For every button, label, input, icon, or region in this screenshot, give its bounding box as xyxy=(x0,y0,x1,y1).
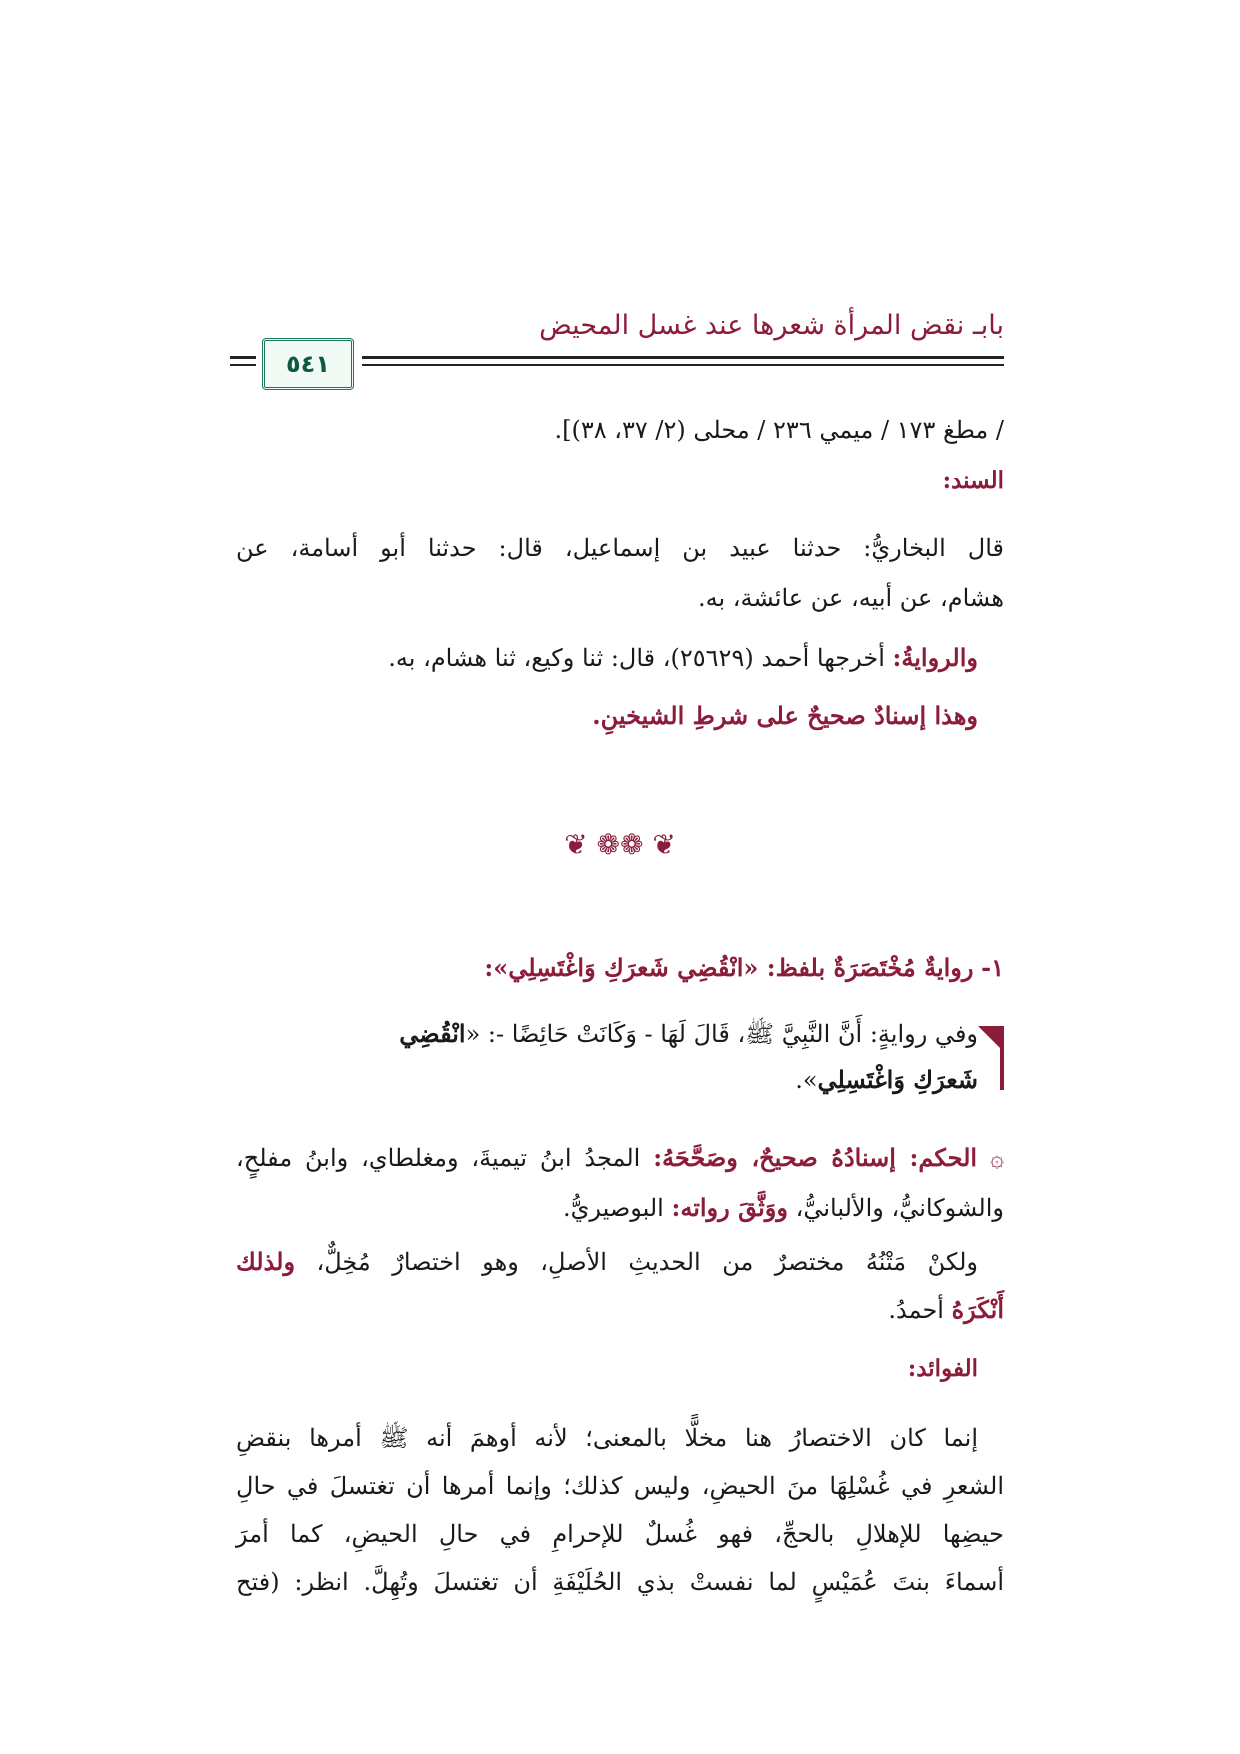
page-number: ٥٤١ xyxy=(286,350,330,378)
fawaid-heading: الفوائد: xyxy=(907,1355,978,1382)
section-title: روايةٌ مُخْتَصَرَةٌ بلفظ: «انْقُضِي شَعرَكِ وَاغْتَسِلِي»: xyxy=(484,953,974,982)
sanad-line-2: هشام، عن أبيه، عن عائشة، به. xyxy=(697,584,1004,612)
sanad-heading: السند: xyxy=(942,467,1004,494)
isnad-statement: وهذا إسنادٌ صحيحٌ على شرطِ الشيخينِ. xyxy=(592,701,978,730)
hadith-line-1 xyxy=(236,1016,978,1052)
fawaid-line-4: أسماءَ بنتَ عُمَيْسٍ لما نفستْ بذي الحُلَيْفَةِ أن تغتسلَ وتُهِلَّ. انظر: (فتح xyxy=(236,1568,1004,1596)
riwaya-label: والروايةُ: xyxy=(892,643,978,672)
hukm-bullet-icon: ۞ xyxy=(989,1144,1005,1172)
hukm-text-2a: والشوكانيُّ، والألبانيُّ، xyxy=(787,1194,1004,1222)
hukm-text-2b: البوصيريُّ. xyxy=(562,1194,672,1222)
running-title: بابـ نقض المرأة شعرها عند غسل المحيض xyxy=(539,310,1004,341)
hukm-line2-label: ووَثَّقَ رواته: xyxy=(671,1193,788,1222)
section-title-line xyxy=(236,950,1004,986)
reference-line: / مطغ ١٧٣ / ميمي ٢٣٦ / محلى (٢/ ٣٧، ٣٨)]. xyxy=(554,416,1004,444)
fawaid-line-2: الشعرِ في غُسْلِهَا منَ الحيضِ، وليس كذلك؛ وإنما أمرها أن تغتسلَ في حالِ xyxy=(236,1472,1004,1500)
riwaya-text: أخرجها أحمد (٢٥٦٢٩)، قال: ثنا وكيع، ثنا هشام، به. xyxy=(388,644,893,672)
header-rule-right-thin xyxy=(362,364,1004,366)
matn-text-1b: ولذلك xyxy=(236,1247,296,1276)
matn-line-2 xyxy=(236,1292,1004,1328)
matn-text-1a: ولكنْ مَتْنُهُ مختصرٌ من الحديثِ الأصلِ، وهو اختصارٌ مُخِلٌّ، xyxy=(295,1248,978,1276)
hadith-text-1b: انْقُضِي xyxy=(399,1019,466,1048)
hukm-label: الحكم: إسنادُهُ صحيحٌ، وصَحَّحَهُ: xyxy=(653,1143,978,1172)
section-divider-ornament: ❦ ❁❁ ❦ xyxy=(564,828,676,861)
header-rule-left xyxy=(230,356,256,359)
hadith-line-2 xyxy=(236,1062,978,1098)
sanad-line-1: قال البخاريُّ: حدثنا عبيد بن إسماعيل، قال: حدثنا أبو أسامة، عن xyxy=(236,534,1004,562)
header-rule-left-thin xyxy=(230,364,256,366)
hadith-text-2b: ». xyxy=(795,1066,818,1094)
hadith-text-2a: شَعرَكِ وَاغْتَسِلِي xyxy=(817,1065,978,1094)
matn-text-2a: أَنْكَرَهُ xyxy=(951,1295,1004,1324)
hadith-side-bar xyxy=(1000,1026,1004,1090)
section-number: ١- xyxy=(981,953,1004,982)
hukm-line-2 xyxy=(236,1190,1004,1226)
page-number-badge xyxy=(262,338,354,390)
hukm-text: المجدُ ابنُ تيميةَ، ومغلطاي، وابنُ مفلحٍ، xyxy=(236,1144,654,1172)
matn-line-1 xyxy=(236,1244,978,1280)
fawaid-line-1: إنما كان الاختصارُ هنا مخلًّا بالمعنى؛ لأنه أوهمَ أنه ﷺ أمرها بنقضِ xyxy=(236,1424,978,1452)
fawaid-line-3: حيضِها للإهلالِ بالحجِّ، فهو غُسلٌ للإحرامِ في حالِ الحيضِ، كما أمرَ xyxy=(236,1520,1005,1548)
header-rule-right xyxy=(362,356,1004,359)
riwaya-line xyxy=(236,640,978,676)
hadith-text-1a: وفي روايةٍ: أَنَّ النَّبِيَّ ﷺ، قَالَ لَهَا - وَكَانَتْ حَائِضًا -: « xyxy=(465,1020,978,1048)
matn-text-2b: أحمدُ. xyxy=(888,1296,952,1324)
hukm-line-1 xyxy=(236,1140,1004,1176)
